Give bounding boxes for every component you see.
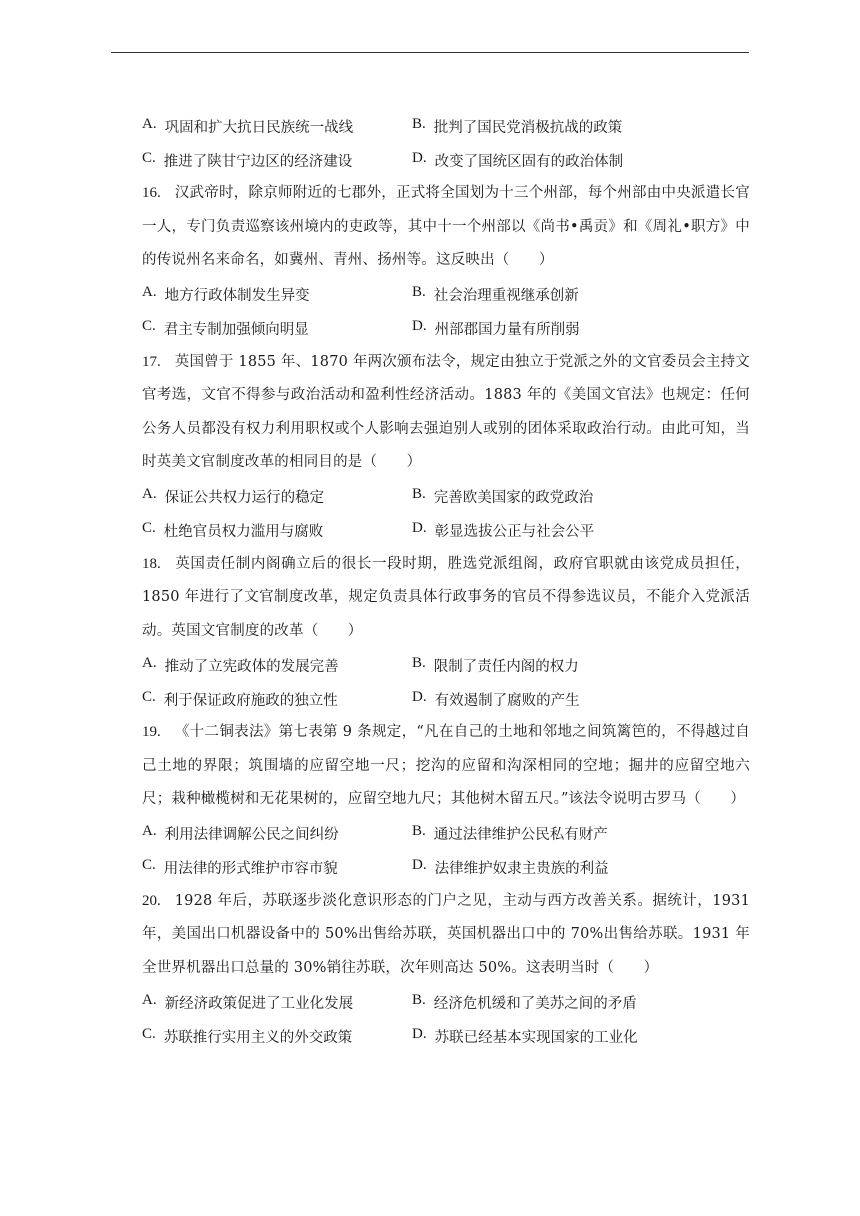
question-stem: 17. 英国曾于 1855 年、1870 年两次颁布法令，规定由独立于党派之外的文官委员会主持文官考选，文官不得参与政治活动和盈利性经济活动。1883 年的《美国文官法》也规定：任何公务人员都没有权力利用职权或个人影响去强迫别人或别的团体采取政治行动。由此可知，当时英美文官制度改革的相同目的是（ ） [142, 353, 750, 470]
question-16 [142, 177, 750, 346]
options-row [142, 312, 750, 346]
option-a: A. 巩固和扩大抗日民族统一战线 [142, 115, 354, 136]
option-a: A. 保证公共权力运行的稳定 [142, 486, 325, 506]
option-c: C. 苏联推行实用主义的外交政策 [142, 1025, 353, 1046]
option-b: B. 通过法律维护公民私有财产 [412, 823, 608, 843]
option-a: A. 新经济政策促进了工业化发展 [142, 991, 354, 1012]
options-row [142, 817, 750, 851]
option-b: B. 批判了国民党消极抗战的政策 [412, 115, 623, 136]
option-c: C. 杜绝官员权力滥用与腐败 [142, 520, 324, 540]
options-row [142, 985, 750, 1019]
option-a: A. 推动了立宪政体的发展完善 [142, 654, 339, 675]
question-15-options [142, 109, 750, 177]
options-row [142, 109, 750, 143]
question-stem: 16. 汉武帝时，除京师附近的七郡外，正式将全国划为十三个州部，每个州部由中央派遣长官一人，专门负责巡察该州境内的吏政等，其中十一个州部以《尚书•禹贡》和《周礼•职方》中的传说州名来命名，如冀州、青州、扬州等。这反映出（ ） [142, 185, 750, 268]
options-row [142, 143, 750, 177]
question-stem: 19. 《十二铜表法》第七表第 9 条规定，“凡在自己的土地和邻地之间筑篱笆的，不得越过自己土地的界限；筑围墙的应留空地一尺；挖沟的应留和沟深相同的空地；掘井的应留空地六尺；栽种橄榄树和无花果树的，应留空地九尺；其他树木留五尺。”该法令说明古罗马（ ） [142, 724, 750, 807]
option-d: D. 法律维护奴隶主贵族的利益 [412, 857, 609, 877]
option-d: D. 有效遏制了腐败的产生 [412, 688, 580, 709]
option-d: D. 苏联已经基本实现国家的工业化 [412, 1025, 638, 1046]
question-18 [142, 548, 750, 717]
question-stem: 18. 英国责任制内阁确立后的很长一段时期，胜选党派组阁，政府官职就由该党成员担任，1850 年进行了文官制度改革，规定负责具体行政事务的官员不得参选议员，不能介入党派活动。英国文官制度的改革（ ） [142, 555, 750, 639]
option-b: B. 经济危机缓和了美苏之间的矛盾 [412, 991, 637, 1012]
option-c: C. 君主专制加强倾向明显 [142, 318, 309, 338]
options-row [142, 1019, 750, 1053]
options-row [142, 278, 750, 312]
option-c: C. 利于保证政府施政的独立性 [142, 688, 338, 709]
option-d: D. 改变了国统区固有的政治体制 [412, 149, 624, 170]
question-20 [142, 885, 750, 1054]
options-row [142, 480, 750, 514]
option-a: A. 利用法律调解公民之间纠纷 [142, 823, 339, 843]
option-d: D. 州部郡国力量有所削弱 [412, 318, 580, 338]
option-c: C. 推进了陕甘宁边区的经济建设 [142, 149, 353, 170]
options-row [142, 682, 750, 716]
header-rule [111, 52, 749, 53]
question-stem: 20. 1928 年后，苏联逐步淡化意识形态的门户之见，主动与西方改善关系。据统计，1931年，美国出口机器设备中的 50%出售给苏联，英国机器出口中的 70%出售给苏联。1931 年全世界机器出口总量的 30%销往苏联，次年则高达 50%。这表明当时（ ） [142, 892, 750, 976]
question-17 [142, 346, 750, 548]
question-page [142, 109, 750, 1053]
question-19 [142, 716, 750, 885]
option-d: D. 彰显选拔公正与社会公平 [412, 520, 595, 540]
option-b: B. 完善欧美国家的政党政治 [412, 486, 594, 506]
options-row [142, 648, 750, 682]
option-c: C. 用法律的形式维护市容市貌 [142, 857, 338, 877]
option-b: B. 社会治理重视继承创新 [412, 284, 579, 304]
option-a: A. 地方行政体制发生异变 [142, 284, 310, 304]
option-b: B. 限制了责任内阁的权力 [412, 654, 579, 675]
options-row [142, 514, 750, 548]
options-row [142, 851, 750, 885]
